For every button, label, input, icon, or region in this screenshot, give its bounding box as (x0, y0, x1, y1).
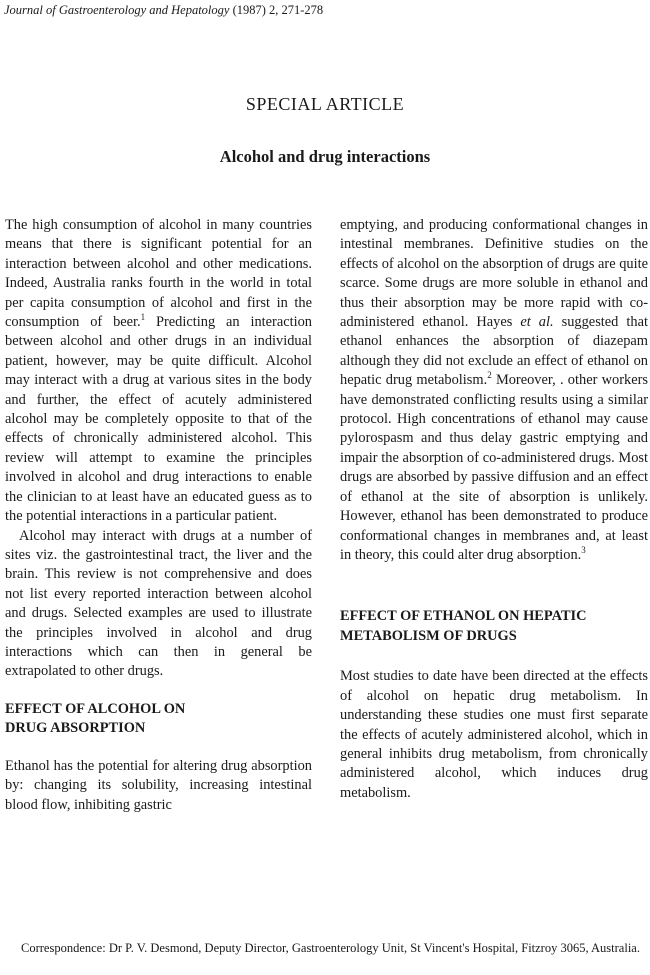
correspondence-footnote: Correspondence: Dr P. V. Desmond, Deputy Director, Gastroenterology Unit, St Vincent's Hospital, Fitzroy 3065, Australia. (21, 941, 640, 955)
journal-citation: (1987) 2, 271-278 (229, 3, 324, 17)
hepatic-paragraph: Most studies to date have been directed at the effects of alcohol on hepatic drug metabolism. In understanding these studies one must first separate the effects of acutely administered alcohol, which in general inhibits drug metabolism, from chronically administered alcohol, which induces drug metabolism. (340, 668, 648, 801)
right-column (340, 216, 648, 803)
section-heading-absorption (5, 700, 312, 739)
left-column (5, 216, 312, 815)
section-heading-hepatic (340, 607, 648, 646)
absorption-text-3: Moreover, . other workers have demonstrated conflicting results using a similar protocol. High concentrations of ethanol may cause pylorospasm and thus delay gastric emptying and impair the absorption of co-administered drugs. Most drugs are absorbed by passive diffusion and an effect of ethanol at the site of absorption is unlikely. However, ethanol has been demonstrated to produce conformational changes in membranes and, at least in theory, this could alter drug absorption. (340, 372, 648, 563)
intro-text-2: Predicting an interaction between alcohol and other drugs in an individual patient, however, may be quite difficult. Alcohol may interact with a drug at various sites in the body and further, the effect of acutely administered alcohol may be completely opposite to that of the effects of chronically administered alcohol. This review will attempt to examine the principles involved in alcohol and drug interactions to enable the clinician to at least have an educated guess as to the potential interactions in a particular patient. (5, 314, 312, 525)
sites-paragraph: Alcohol may interact with drugs at a number of sites viz. the gastrointestinal tract, the liver and the brain. This review is not comprehensive and does not list every reported interaction between alcohol and drugs. Selected examples are used to illustrate the principles involved in alcohol and drug interactions which can then in general be extrapolated to other drugs. (5, 527, 312, 680)
absorption-text-2: suggested that ethanol enhances the absorption of diazepam although they did not exclude an effect of ethanol on hepatic drug metabolism. (340, 314, 648, 389)
journal-name: Journal of Gastroenterology and Hepatology (4, 3, 230, 17)
heading-line: DRUG ABSORPTION (5, 720, 146, 737)
article-type: SPECIAL ARTICLE (245, 94, 405, 114)
absorption-continued-paragraph (340, 216, 648, 565)
reference-3: 3 (581, 545, 586, 556)
reference-2: 2 (487, 370, 492, 381)
article-title: Alcohol and drug interactions (219, 147, 431, 166)
intro-text-1: The high consumption of alcohol in many countries means that there is significant potential for an interaction between alcohol and other medications. Indeed, Australia ranks fourth in the world in total per capita consumption of alcohol and first in the consumption of beer. (5, 217, 312, 331)
reference-1: 1 (140, 312, 146, 323)
journal-header (4, 2, 323, 18)
absorption-text-1: emptying, and producing conformational changes in intestinal membranes. Definitive studies on the effects of alcohol on the absorption of drugs are quite scarce. Some drugs are more soluble in ethanol and thus their absorption may be more rapid with co-administered ethanol. Hayes (340, 217, 648, 331)
heading-line: EFFECT OF ETHANOL ON HEPATIC (340, 608, 587, 625)
heading-line: METABOLISM OF DRUGS (340, 627, 517, 644)
et-al: et al. (520, 314, 554, 331)
absorption-paragraph: Ethanol has the potential for altering drug absorption by: changing its solubility, increasing intestinal blood flow, inhibiting gastric (5, 757, 312, 813)
heading-line: EFFECT OF ALCOHOL ON (5, 700, 186, 717)
intro-paragraph (5, 216, 312, 527)
